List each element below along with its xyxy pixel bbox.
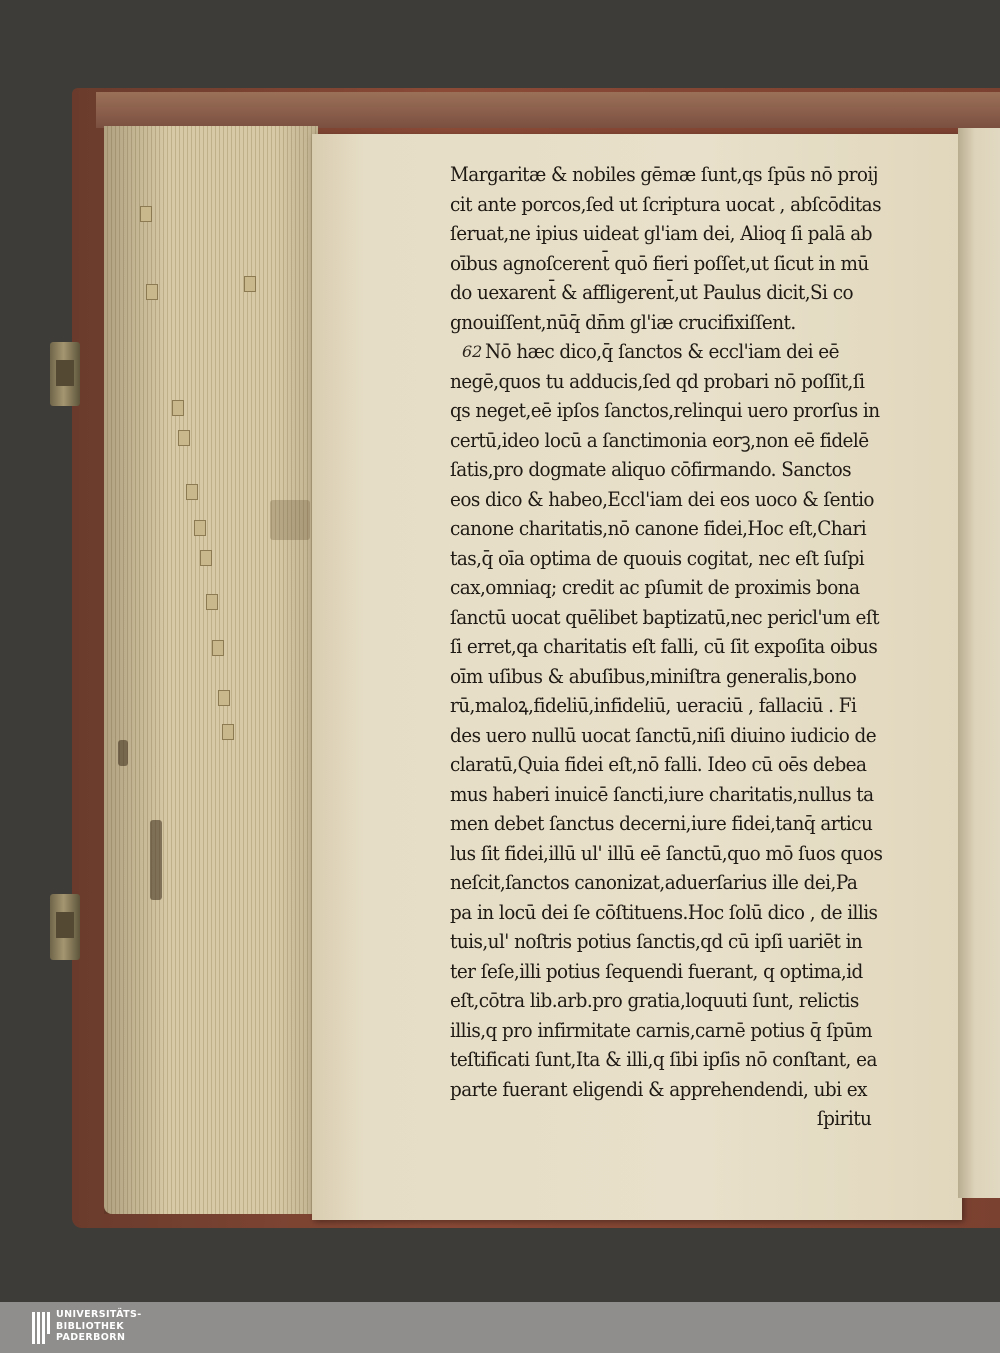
edge-tab (194, 520, 206, 536)
edge-tab (186, 484, 198, 500)
edge-tab (140, 206, 152, 222)
text-line: claratū,Quia fidei eſt,nō falli. Ideo cū oēs debea (450, 752, 867, 776)
text-line: do uexarent̄ & affligerent̄,ut Paulus dicit,Si co (450, 280, 853, 304)
text-line: rū,maloꝝ,fideliū,infideliū, ueraciū , fallaciū . Fi (450, 693, 857, 717)
text-line: tas,q̄ oīa optima de quouis cogitat, nec eſt ſuſpi (450, 545, 865, 570)
library-logo-icon (32, 1312, 52, 1344)
edge-tab (200, 550, 212, 566)
library-name (56, 1309, 142, 1344)
library-name-line: BIBLIOTHEK (56, 1320, 124, 1332)
edge-stain (150, 820, 162, 900)
text-line: ſeruat,ne ipius uideat gl'iam dei, Alioq ſi palā ab (450, 221, 872, 245)
edge-tab (146, 284, 158, 300)
text-line: ter ſeſe,illi potius ſequendi fuerant, q optima,id (450, 958, 863, 983)
text-line: Nō hæc dico,q̄ ſanctos & eccl'iam dei eē (484, 339, 839, 363)
catchword: ſpiritu (816, 1106, 872, 1130)
text-line: men debet ſanctus decerni,iure fidei,tanq̄ articu (450, 811, 873, 835)
text-line: eſt,cōtra lib.arb.pro gratia,loquuti ſunt, relictis (450, 988, 859, 1012)
text-line: mus haberi inuicē ſancti,iure charitatis,nullus ta (450, 781, 874, 806)
text-line: qs neget,eē ipſos ſanctos,relinqui uero prorſus in (450, 398, 880, 422)
text-line: Margaritæ & nobiles gēmæ ſunt,qs ſpūs nō proij (450, 162, 878, 186)
edge-stain (118, 740, 128, 766)
text-line: parte fuerant eligendi & apprehendendi, ubi ex (450, 1076, 867, 1101)
edge-stain (270, 500, 310, 540)
edge-tab (172, 400, 184, 416)
edge-tab (178, 430, 190, 446)
clasp-top (50, 342, 80, 406)
library-name-line: UNIVERSITÄTS- (56, 1309, 142, 1320)
text-line: des uero nullū uocat ſanctū,niſi diuino iudicio de (450, 722, 877, 747)
book-cover-top-edge (96, 92, 1000, 128)
text-line: tuis,ul' noſtris potius ſanctis,qd cū ipſi uariēt in (450, 929, 863, 953)
footer-bar (0, 1302, 1000, 1353)
text-line: ſatis,pro dogmate aliquo cōfirmando. Sanctos (450, 457, 852, 481)
text-line: oīm uſibus & abuſibus,miniſtra generalis,bono (450, 663, 857, 688)
text-line: negē,quos tu adducis,ſed qd probari nō poſſit,ſi (450, 368, 865, 393)
marginal-number: 62 (462, 342, 483, 361)
text-line: eos dico & habeo,Eccl'iam dei eos uoco & ſentio (450, 486, 874, 511)
text-line: oībus agnoſcerent̄ quō fieri poſſet,ut ſicut in mū (450, 250, 869, 275)
edge-tab (218, 690, 230, 706)
page-block-shade (104, 126, 318, 1214)
text-line: cit ante porcos,ſed ut ſcriptura uocat , abſcōditas (450, 191, 881, 216)
edge-tab (222, 724, 234, 740)
text-line: canone charitatis,nō canone fidei,Hoc eſt,Chari (450, 516, 867, 540)
text-line: cax,omniaq; credit ac pſumit de proximis bona (450, 575, 860, 599)
edge-tab (244, 276, 256, 292)
library-name-line: PADERBORN (56, 1332, 126, 1343)
edge-tab (212, 640, 224, 656)
text-line: ſanctū uocat quēlibet baptizatū,nec pericl'um eſt (450, 604, 879, 629)
page-text-block (450, 160, 970, 1134)
text-line: ſi erret,qa charitatis eſt falli, cū ſit expoſita oibus (450, 634, 878, 658)
edge-tab (206, 594, 218, 610)
text-line: pa in locū dei ſe cōſtituens.Hoc ſolū dico , de illis (450, 899, 878, 924)
text-line: teſtificati ſunt,Ita & illi,q ſibi ipſis nō conſtant, ea (450, 1047, 877, 1071)
text-line: neſcit,ſanctos canonizat,aduerſarius ille dei,Pa (450, 870, 858, 894)
clasp-bottom (50, 894, 80, 960)
text-line: gnouiſſent,nūq̄ dn̄m gl'iæ crucifixiſſent. (450, 309, 796, 334)
text-line: illis,q pro infirmitate carnis,carnē potius q̄ ſpūm (450, 1017, 872, 1042)
text-line: lus ſit fidei,illū ul' illū eē ſanctū,quo mō ſuos quos (450, 840, 883, 865)
text-line: certū,ideo locū a ſanctimonia eorꝫ,non eē fidelē (450, 427, 869, 452)
